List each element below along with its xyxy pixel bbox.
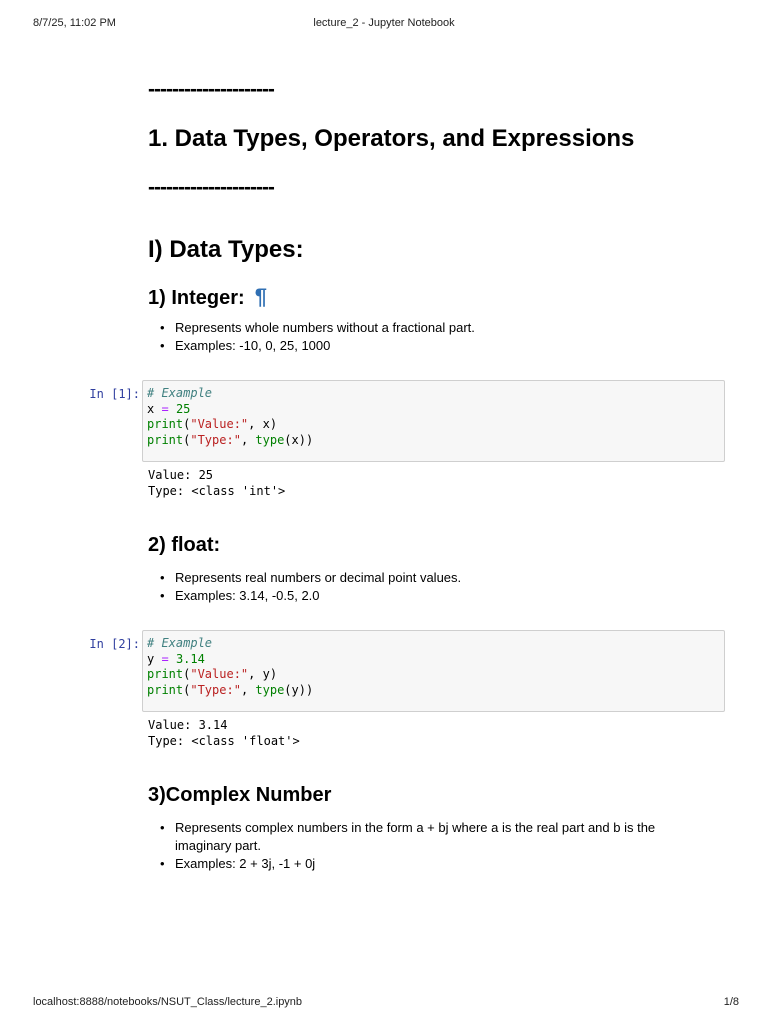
float-heading: 2) float: xyxy=(148,534,221,556)
integer-heading xyxy=(148,284,267,310)
code-comment: # Example xyxy=(147,636,213,650)
cell-output: Value: 3.14 Type: <class 'float'> xyxy=(148,718,300,748)
print-title: lecture_2 - Jupyter Notebook xyxy=(313,17,455,29)
complex-bullets xyxy=(160,819,700,873)
complex-heading: 3)Complex Number xyxy=(148,784,332,806)
list-item: • Represents whole numbers without a fractional part. xyxy=(160,319,700,337)
dash-separator-bottom: --------------------- xyxy=(148,176,274,199)
code-cell[interactable] xyxy=(142,380,725,462)
code-comment: # Example xyxy=(147,386,213,400)
list-item: • Examples: -10, 0, 25, 1000 xyxy=(160,337,700,355)
code-cell[interactable] xyxy=(142,630,725,712)
list-item: • Represents complex numbers in the form a + bj where a is the real part and b is the imaginary part. xyxy=(160,819,700,855)
page-number: 1/8 xyxy=(723,996,739,1008)
subsection-title: I) Data Types: xyxy=(148,236,304,263)
list-item: • Represents real numbers or decimal point values. xyxy=(160,569,700,587)
cell-output: Value: 25 Type: <class 'int'> xyxy=(148,468,286,498)
code-editor[interactable]: # Example x = 25 print("Value:", x) print("Type:", type(x)) xyxy=(147,386,314,447)
input-prompt: In [1]: xyxy=(89,387,140,401)
list-item: • Examples: 3.14, -0.5, 2.0 xyxy=(160,587,700,605)
list-item: • Examples: 2 + 3j, -1 + 0j xyxy=(160,855,700,873)
integer-heading-text: 1) Integer: xyxy=(148,287,245,309)
print-datetime: 8/7/25, 11:02 PM xyxy=(33,17,116,29)
section-title: 1. Data Types, Operators, and Expressions xyxy=(148,125,635,152)
anchor-link-icon[interactable]: ¶ xyxy=(254,284,267,309)
dash-separator-top: --------------------- xyxy=(148,78,274,101)
input-prompt: In [2]: xyxy=(89,637,140,651)
print-url: localhost:8888/notebooks/NSUT_Class/lecture_2.ipynb xyxy=(33,996,303,1008)
code-editor[interactable]: # Example y = 3.14 print("Value:", y) print("Type:", type(y)) xyxy=(147,636,314,697)
float-bullets xyxy=(160,569,700,605)
integer-bullets xyxy=(160,319,700,355)
